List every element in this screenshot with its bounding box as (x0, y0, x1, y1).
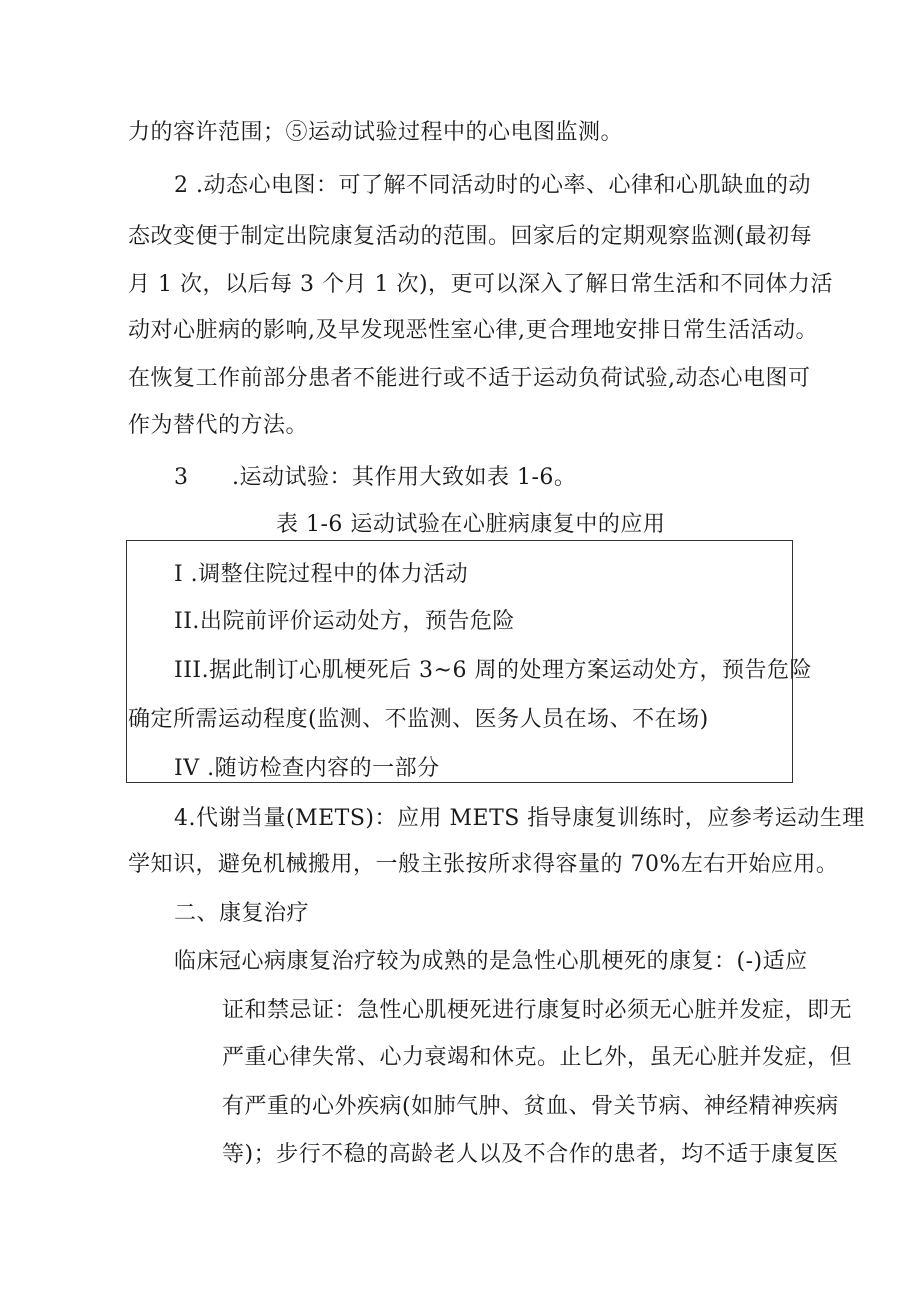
paragraph-line: 在恢复工作前部分患者不能进行或不适于运动负荷试验,动态心电图可 (128, 366, 811, 391)
paragraph-line: .运动试验：其作用大致如表 1-6。 (232, 465, 577, 490)
paragraph-line: 态改变便于制定出院康复活动的范围。回家后的定期观察监测(最初每 (128, 224, 813, 249)
paragraph-line: 证和禁忌证：急性心肌梗死进行康复时必须无心脏并发症，即无 (222, 998, 853, 1023)
paragraph-line: 2 .动态心电图：可了解不同活动时的心率、心律和心肌缺血的动 (174, 173, 811, 198)
section-number: 3 (174, 465, 189, 490)
paragraph-line: 力的容许范围；⑤运动试验过程中的心电图监测。 (128, 120, 624, 145)
table-row: II.出院前评价运动处方，预告危险 (174, 609, 515, 634)
table-row: III.据此制订心肌梗死后 3~6 周的处理方案运动处方，预告危险 (174, 658, 812, 683)
paragraph-line: 月 1 次，以后每 3 个月 1 次)，更可以深入了解日常生活和不同体力活 (128, 272, 834, 297)
table-row: IV .随访检查内容的一部分 (174, 756, 440, 781)
table-row: 确定所需运动程度(监测、不监测、医务人员在场、不在场) (128, 707, 709, 732)
paragraph-line: 作为替代的方法。 (128, 413, 309, 438)
paragraph-line: 临床冠心病康复治疗较为成熟的是急性心肌梗死的康复：(-)适应 (174, 949, 808, 974)
paragraph-line: 动对心脏病的影响,及早发现恶性室心律,更合理地安排日常生活活动。 (128, 318, 818, 343)
table-caption: 表 1-6 运动试验在心脏病康复中的应用 (276, 512, 666, 537)
paragraph-line: 有严重的心外疾病(如肺气肿、贫血、骨关节病、神经精神疾病 (222, 1094, 839, 1119)
paragraph-line: 4.代谢当量(METS)：应用 METS 指导康复训练时，应参考运动生理 (174, 806, 865, 831)
paragraph-line: 学知识，避免机械搬用，一般主张按所求得容量的 70%左右开始应用。 (128, 852, 839, 877)
paragraph-line: 等)；步行不稳的高龄老人以及不合作的患者，均不适于康复医 (222, 1142, 839, 1167)
section-heading: 二、康复治疗 (174, 901, 310, 926)
table-row: I .调整住院过程中的体力活动 (174, 562, 469, 587)
paragraph-line: 严重心律失常、心力衰竭和休克。止匕外，虽无心脏并发症，但 (222, 1045, 853, 1070)
